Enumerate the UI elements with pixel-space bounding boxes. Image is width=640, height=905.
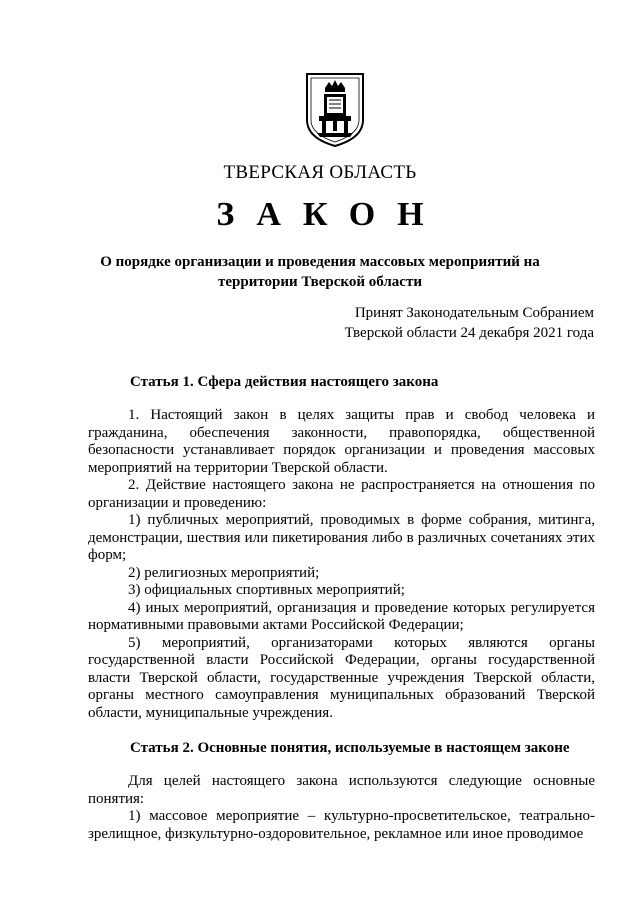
article-1-list-item: 5) мероприятий, организаторами которых являются органы государственной власти Российской Федерации, органы государственной власти Тверской области, государственные учреждения Тверской области, органы местного самоуправления муниципальных образований Тверской области, муниципальные учреждения. — [88, 634, 595, 721]
article-1-list-item: 3) официальных спортивных мероприятий; — [128, 582, 405, 598]
article-2-paragraph: Для целей настоящего закона используются следующие основные понятия: — [88, 773, 595, 807]
article-2-heading: Статья 2. Основные понятия, используемые в настоящем законе — [130, 740, 570, 756]
article-1-list-item: 4) иных мероприятий, организация и проведение которых регулируется нормативными правовыми актами Российской Федерации; — [88, 599, 595, 633]
article-1-list-item: 2) религиозных мероприятий; — [128, 564, 320, 581]
region-name: ТВЕРСКАЯ ОБЛАСТЬ — [223, 162, 417, 183]
article-2-list-item: 1) массовое мероприятие – культурно-просветительское, театрально-зрелищное, физкультурно-оздоровительное, рекламное или иное проводимое — [88, 808, 595, 842]
adoption-note-line-2: Тверской области 24 декабря 2021 года — [344, 325, 594, 341]
article-1-list-item: 1) публичных мероприятий, проводимых в форме собрания, митинга, демонстрации, шествия или пикетирования либо в различных сочетаниях этих форм; — [88, 512, 595, 563]
document-type-heading: ЗАКОН — [216, 196, 446, 233]
article-2-body — [88, 773, 595, 843]
adoption-note — [345, 303, 594, 343]
adoption-note-line-1: Принят Законодательным Собранием — [354, 305, 594, 321]
article-1-paragraph: 2. Действие настоящего закона не распространяется на отношения по организации и проведению: — [88, 477, 595, 511]
article-1-heading: Статья 1. Сфера действия настоящего закона — [130, 374, 439, 390]
article-1-paragraph: 1. Настоящий закон в целях защиты прав и свобод человека и гражданина, обеспечения законности, правопорядка, общественной безопасности устанавливает порядок организации и проведения массовых мероприятий на территории Тверской области. — [88, 407, 595, 476]
tver-coat-of-arms-icon — [303, 70, 367, 148]
article-1-body — [88, 407, 595, 722]
law-title: О порядке организации и проведения массовых мероприятий на территории Тверской области — [100, 254, 540, 290]
